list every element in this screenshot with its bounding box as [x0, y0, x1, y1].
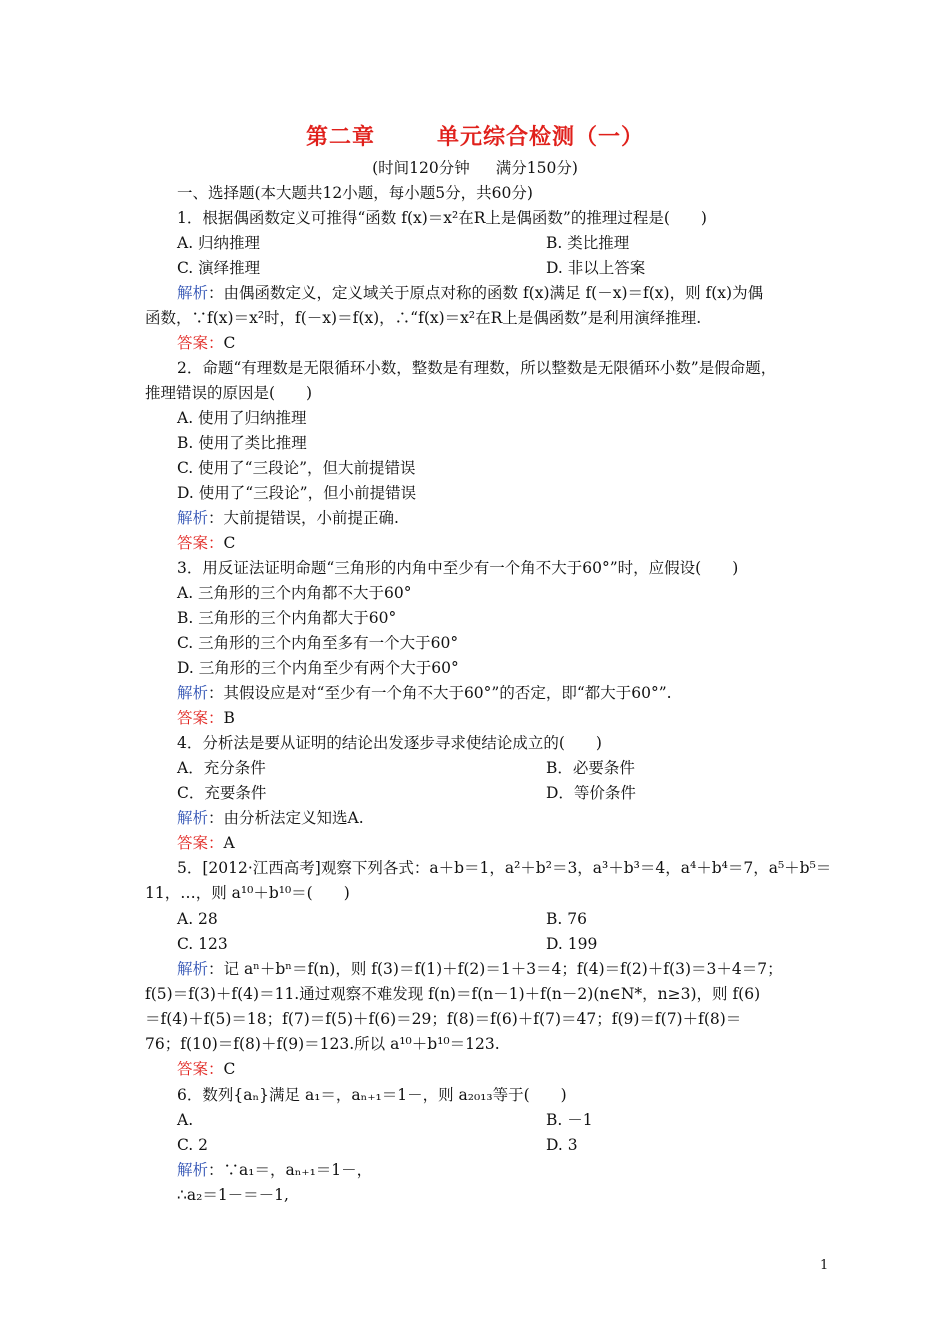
exam-info: [0, 156, 950, 178]
q2-option-c: C. 使用了“三段论”，但大前提错误: [177, 459, 416, 477]
section-heading: 一、选择题(本大题共12小题，每小题5分，共60分): [177, 184, 533, 202]
answer-label: 答案：: [177, 1060, 224, 1078]
q4-option-b: B．必要条件: [546, 759, 635, 777]
answer-label: 答案：: [177, 334, 224, 352]
analysis-label: 解析: [177, 509, 209, 527]
answer-value: A: [223, 834, 235, 852]
q3-option-c: C. 三角形的三个内角至多有一个大于60°: [177, 634, 459, 652]
analysis-text: ：大前提错误，小前提正确.: [208, 509, 399, 527]
q5-analysis-line-3: ＝f(4)＋f(5)＝18；f(7)＝f(5)＋f(6)＝29；f(8)＝f(6)＋f(7)＝47；f(9)＝f(7)＋f(8)＝: [145, 1010, 742, 1028]
q5-option-c: C. 123: [177, 935, 228, 953]
q3-option-a: A. 三角形的三个内角都不大于60°: [177, 584, 412, 602]
analysis-label: 解析: [177, 684, 209, 702]
q1-answer: [177, 332, 842, 354]
q6-analysis-line-2: ∴a₂＝1－＝－1,: [177, 1186, 289, 1204]
answer-label: 答案：: [177, 534, 224, 552]
title-text: 单元综合检测（一）: [437, 124, 645, 150]
q1-option-d: D. 非以上答案: [546, 259, 646, 277]
chapter-label: 第二章: [305, 124, 375, 150]
q4-analysis: [177, 807, 842, 829]
analysis-label: 解析: [177, 809, 209, 827]
q6-analysis-line-1: [177, 1159, 842, 1181]
q3-option-b: B. 三角形的三个内角都大于60°: [177, 609, 397, 627]
q6-option-c: C. 2: [177, 1136, 209, 1154]
q3-analysis: [177, 682, 842, 704]
answer-value: C: [223, 334, 236, 352]
q3-answer: [177, 707, 842, 729]
analysis-label: 解析: [177, 1161, 209, 1179]
document-title: [0, 120, 950, 151]
analysis-text: ：∵a₁＝，aₙ₊₁＝1－，: [208, 1161, 373, 1179]
full-score: 满分150分): [495, 159, 578, 177]
q2-option-d: D. 使用了“三段论”，但小前提错误: [177, 484, 417, 502]
answer-value: C: [223, 534, 236, 552]
q5-option-a: A. 28: [177, 910, 218, 928]
q1-option-b: B. 类比推理: [546, 234, 630, 252]
q2-option-a: A. 使用了归纳推理: [177, 409, 307, 427]
q5-option-b: B. 76: [546, 910, 587, 928]
analysis-text: ：由偶函数定义，定义域关于原点对称的函数 f(x)满足 f(－x)＝f(x)，则 f(x)为偶: [208, 284, 764, 302]
q4-answer: [177, 832, 842, 854]
analysis-text: ：由分析法定义知选A.: [208, 809, 364, 827]
page-number: 1: [820, 1258, 829, 1273]
analysis-text: ：其假设应是对“至少有一个角不大于60°”的否定，即“都大于60°”.: [208, 684, 672, 702]
analysis-label: 解析: [177, 284, 209, 302]
q5-analysis-line-1: [177, 958, 842, 980]
q6-option-a: A.: [177, 1111, 194, 1129]
q1-analysis-line-1: [177, 282, 842, 304]
answer-label: 答案：: [177, 709, 224, 727]
q4-stem: 4．分析法是要从证明的结论出发逐步寻求使结论成立的( ): [177, 734, 602, 752]
analysis-text: ：记 aⁿ＋bⁿ＝f(n)，则 f(3)＝f(1)＋f(2)＝1＋3＝4；f(4)＝f(2)＋f(3)＝3＋4＝7；: [208, 960, 783, 978]
q4-option-d: D．等价条件: [546, 784, 636, 802]
q4-option-c: C．充要条件: [177, 784, 267, 802]
q1-stem: 1．根据偶函数定义可推得“函数 f(x)＝x²在R上是偶函数”的推理过程是( ): [177, 209, 707, 227]
q5-answer: [177, 1058, 842, 1080]
q6-option-d: D. 3: [546, 1136, 578, 1154]
analysis-label: 解析: [177, 960, 209, 978]
q1-option-a: A. 归纳推理: [177, 234, 261, 252]
q5-stem-line-1: 5．[2012·江西高考]观察下列各式：a＋b＝1，a²＋b²＝3，a³＋b³＝4，a⁴＋b⁴＝7，a⁵＋b⁵＝: [177, 859, 832, 877]
q5-analysis-line-2: f(5)＝f(3)＋f(4)＝11.通过观察不难发现 f(n)＝f(n－1)＋f(n－2)(n∈N*，n≥3)，则 f(6): [145, 985, 761, 1003]
answer-label: 答案：: [177, 834, 224, 852]
answer-value: B: [223, 709, 235, 727]
q5-analysis-line-4: 76；f(10)＝f(8)＋f(9)＝123.所以 a¹⁰＋b¹⁰＝123.: [145, 1035, 500, 1053]
q6-stem: 6．数列{aₙ}满足 a₁＝，aₙ₊₁＝1－，则 a₂₀₁₃等于( ): [177, 1086, 567, 1104]
time-limit: (时间120分钟: [372, 159, 470, 177]
q3-stem: 3．用反证法证明命题“三角形的内角中至少有一个角不大于60°”时，应假设( ): [177, 559, 739, 577]
q1-analysis-line-2: 函数，∵f(x)＝x²时，f(－x)＝f(x)，∴“f(x)＝x²在R上是偶函数”是利用演绎推理.: [145, 309, 702, 327]
q5-option-d: D. 199: [546, 935, 598, 953]
q6-option-b: B. －1: [546, 1111, 593, 1129]
q5-stem-line-2: 11，…，则 a¹⁰＋b¹⁰＝( ): [145, 884, 350, 902]
q2-option-b: B. 使用了类比推理: [177, 434, 307, 452]
q2-stem-line-1: 2．命题“有理数是无限循环小数，整数是有理数，所以整数是无限循环小数”是假命题，: [177, 359, 777, 377]
q2-analysis: [177, 507, 842, 529]
answer-value: C: [223, 1060, 236, 1078]
q4-option-a: A．充分条件: [177, 759, 266, 777]
q2-stem-line-2: 推理错误的原因是( ): [145, 384, 313, 402]
q3-option-d: D. 三角形的三个内角至少有两个大于60°: [177, 659, 459, 677]
q1-option-c: C. 演绎推理: [177, 259, 261, 277]
q2-answer: [177, 532, 842, 554]
